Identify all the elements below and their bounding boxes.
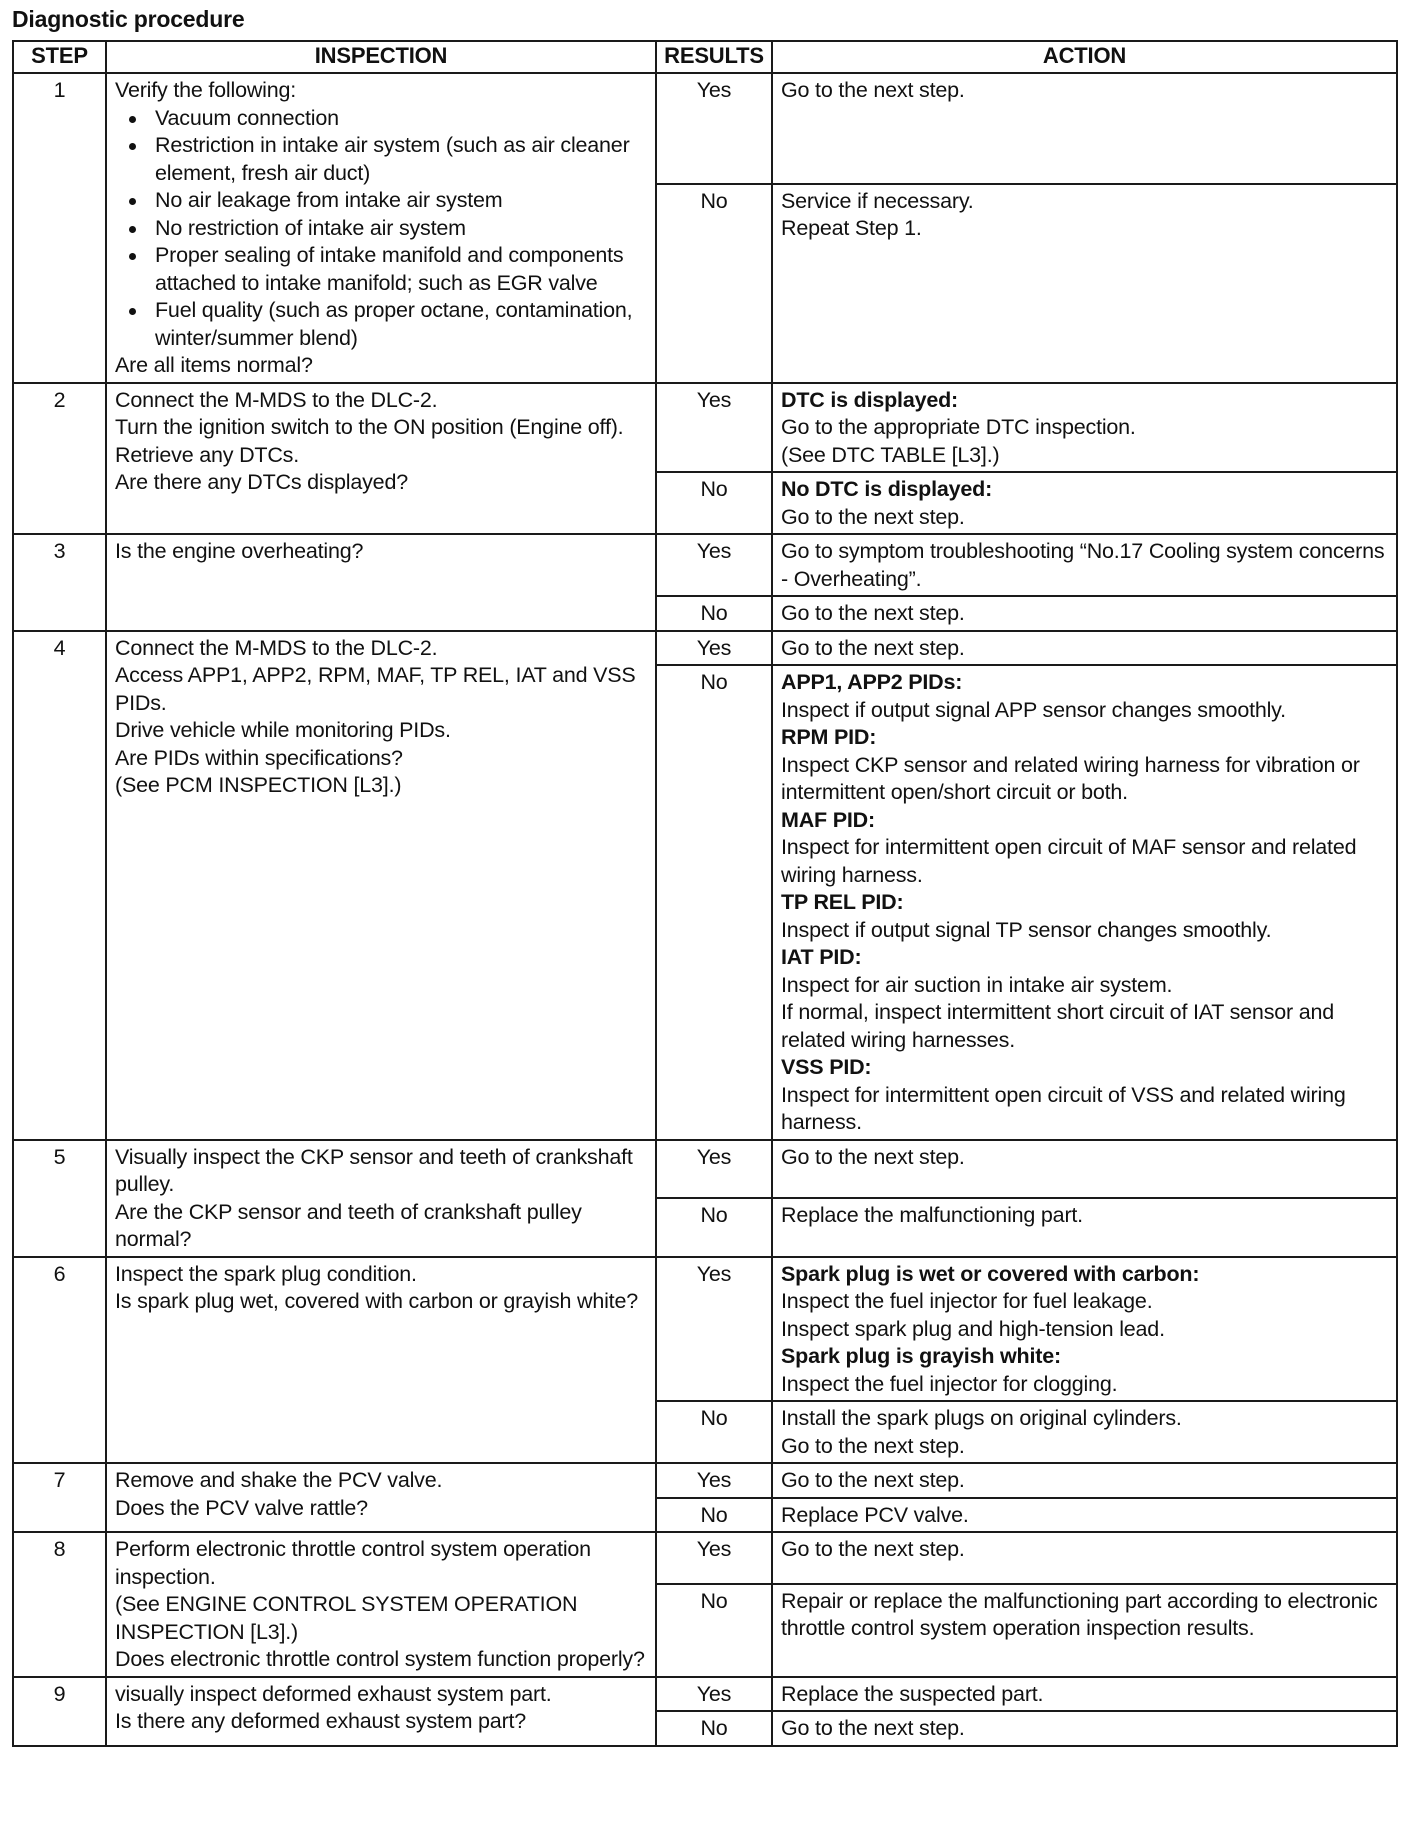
result-value: Yes (656, 1140, 772, 1199)
action-line: Inspect the fuel injector for fuel leakage. (781, 1289, 1153, 1313)
result-value: No (656, 184, 772, 383)
action-line: Go to the next step. (781, 504, 965, 529)
inspection-line: Are all items normal? (115, 353, 313, 377)
result-value: Yes (656, 1257, 772, 1402)
action-line: Replace the suspected part. (781, 1681, 1044, 1706)
inspection-cell (106, 1257, 656, 1464)
table-row (13, 383, 1397, 473)
inspection-line: (See PCM INSPECTION [L3].) (115, 773, 402, 797)
inspection-cell (106, 383, 656, 535)
result-value: No (656, 1401, 772, 1463)
action-cell (772, 1198, 1397, 1257)
inspection-line: Turn the ignition switch to the ON position (Engine off). (115, 415, 624, 439)
action-line: Go to the next step. (781, 1433, 965, 1458)
action-heading: APP1, APP2 PIDs: (781, 670, 963, 694)
action-cell (772, 73, 1397, 184)
inspection-line: Connect the M-MDS to the DLC-2. (115, 387, 438, 412)
inspection-line: Is the engine overheating? (115, 539, 364, 563)
action-line: Inspect if output signal TP sensor changes smoothly. (781, 917, 1272, 942)
action-line: Replace the malfunctioning part. (781, 1203, 1083, 1227)
result-value: No (656, 1198, 772, 1257)
result-value: Yes (656, 631, 772, 666)
result-value: No (656, 1498, 772, 1533)
action-cell (772, 1498, 1397, 1533)
header-inspection: INSPECTION (106, 41, 656, 73)
table-row (13, 1257, 1397, 1402)
inspection-line: Does the PCV valve rattle? (115, 1495, 368, 1520)
result-value: No (656, 1711, 772, 1746)
inspection-line: Access APP1, APP2, RPM, MAF, TP REL, IAT and VSS PIDs. (115, 663, 636, 715)
inspection-cell (106, 1140, 656, 1257)
action-line: Go to the next step. (781, 1144, 965, 1169)
header-action: ACTION (772, 41, 1397, 73)
result-value: No (656, 1584, 772, 1677)
action-line: Go to the next step. (781, 1468, 965, 1492)
inspection-line: Retrieve any DTCs. (115, 442, 299, 467)
step-number: 4 (13, 631, 106, 1140)
inspection-cell (106, 631, 656, 1140)
action-line: Go to the next step. (781, 1537, 965, 1561)
action-line: Go to the next step. (781, 601, 965, 625)
result-value: No (656, 665, 772, 1140)
action-cell (772, 1584, 1397, 1677)
action-line: Go to the next step. (781, 635, 965, 660)
action-line: Install the spark plugs on original cylinders. (781, 1406, 1182, 1430)
action-cell (772, 665, 1397, 1140)
result-value: No (656, 472, 772, 534)
action-heading: MAF PID: (781, 807, 875, 832)
table-row (13, 73, 1397, 184)
action-line: Go to the appropriate DTC inspection. (781, 415, 1136, 439)
table-header-row (13, 41, 1397, 73)
inspection-cell (106, 73, 656, 383)
result-value: Yes (656, 73, 772, 184)
action-cell (772, 1257, 1397, 1402)
header-results: RESULTS (656, 41, 772, 73)
action-line: Inspect spark plug and high-tension lead. (781, 1316, 1165, 1341)
page-title: Diagnostic procedure (12, 6, 245, 32)
action-line: Inspect for air suction in intake air system. (781, 972, 1173, 997)
inspection-line: Is spark plug wet, covered with carbon or grayish white? (115, 1289, 638, 1313)
result-value: Yes (656, 383, 772, 473)
action-heading: VSS PID: (781, 1055, 872, 1079)
inspection-cell (106, 1677, 656, 1746)
action-cell (772, 184, 1397, 383)
action-heading: Spark plug is wet or covered with carbon: (781, 1261, 1200, 1286)
action-line: Inspect CKP sensor and related wiring harness for vibration or intermittent open/short circuit or both. (781, 752, 1360, 804)
table-row (13, 1677, 1397, 1712)
inspection-line: Perform electronic throttle control system operation inspection. (115, 1537, 591, 1589)
inspection-line: Remove and shake the PCV valve. (115, 1468, 443, 1492)
inspection-bullet-item: Restriction in intake air system (such as air cleaner element, fresh air duct) (115, 132, 649, 187)
inspection-line: Visually inspect the CKP sensor and teeth of crankshaft pulley. (115, 1144, 633, 1196)
inspection-cell (106, 534, 656, 631)
step-number: 8 (13, 1532, 106, 1677)
action-line: Inspect the fuel injector for clogging. (781, 1371, 1118, 1396)
action-line: Service if necessary. (781, 188, 974, 213)
step-number: 2 (13, 383, 106, 535)
table-row (13, 534, 1397, 596)
action-line: Repair or replace the malfunctioning part according to electronic throttle control system operation inspection results. (781, 1588, 1378, 1641)
action-heading: RPM PID: (781, 725, 877, 749)
result-value: Yes (656, 1463, 772, 1498)
inspection-line: Connect the M-MDS to the DLC-2. (115, 635, 438, 660)
inspection-cell (106, 1463, 656, 1532)
action-line: Go to the next step. (781, 1716, 965, 1740)
result-value: Yes (656, 534, 772, 596)
inspection-line: Are the CKP sensor and teeth of crankshaft pulley normal? (115, 1199, 582, 1251)
table-body (13, 73, 1397, 1746)
inspection-line: visually inspect deformed exhaust system part. (115, 1681, 552, 1706)
inspection-line: Verify the following: (115, 78, 297, 102)
inspection-line: Are there any DTCs displayed? (115, 470, 408, 494)
step-number: 1 (13, 73, 106, 383)
action-cell (772, 1677, 1397, 1712)
inspection-bullet-item: Vacuum connection (115, 105, 649, 133)
action-line: Go to the next step. (781, 78, 965, 102)
table-row (13, 631, 1397, 666)
action-line: Go to symptom troubleshooting “No.17 Cooling system concerns - Overheating”. (781, 539, 1385, 591)
inspection-bullet-item: No air leakage from intake air system (115, 187, 649, 215)
header-step: STEP (13, 41, 106, 73)
table-row (13, 1532, 1397, 1584)
action-cell (772, 596, 1397, 631)
action-cell (772, 1711, 1397, 1746)
action-heading: DTC is displayed: (781, 387, 958, 412)
action-cell (772, 472, 1397, 534)
inspection-line: Are PIDs within specifications? (115, 745, 403, 770)
inspection-bullet-item: Proper sealing of intake manifold and components attached to intake manifold; such as EGR valve (115, 242, 649, 297)
inspection-line: Inspect the spark plug condition. (115, 1261, 417, 1286)
inspection-cell (106, 1532, 656, 1677)
diagnostic-procedure-table (12, 40, 1398, 1747)
inspection-line: Drive vehicle while monitoring PIDs. (115, 718, 451, 742)
step-number: 3 (13, 534, 106, 631)
step-number: 7 (13, 1463, 106, 1532)
step-number: 5 (13, 1140, 106, 1257)
action-line: Inspect if output signal APP sensor changes smoothly. (781, 697, 1286, 722)
inspection-bullet-item: No restriction of intake air system (115, 215, 649, 243)
action-line: (See DTC TABLE [L3].) (781, 442, 1000, 467)
action-cell (772, 1532, 1397, 1584)
action-cell (772, 1463, 1397, 1498)
table-row (13, 1463, 1397, 1498)
action-line: Replace PCV valve. (781, 1502, 969, 1527)
result-value: No (656, 596, 772, 631)
step-number: 9 (13, 1677, 106, 1746)
action-line: Repeat Step 1. (781, 216, 922, 241)
action-cell (772, 1140, 1397, 1199)
action-cell (772, 534, 1397, 596)
result-value: Yes (656, 1532, 772, 1584)
step-number: 6 (13, 1257, 106, 1464)
inspection-line: (See ENGINE CONTROL SYSTEM OPERATION INSPECTION [L3].) (115, 1592, 578, 1644)
inspection-line: Does electronic throttle control system function properly? (115, 1647, 645, 1671)
action-heading: TP REL PID: (781, 890, 904, 914)
inspection-line: Is there any deformed exhaust system part? (115, 1709, 527, 1733)
action-line: If normal, inspect intermittent short circuit of IAT sensor and related wiring harnesses. (781, 1000, 1335, 1052)
action-cell (772, 1401, 1397, 1463)
action-line: Inspect for intermittent open circuit of MAF sensor and related wiring harness. (781, 835, 1357, 887)
inspection-bullet-item: Fuel quality (such as proper octane, contamination, winter/summer blend) (115, 297, 649, 352)
action-line: Inspect for intermittent open circuit of VSS and related wiring harness. (781, 1082, 1346, 1134)
action-heading: No DTC is displayed: (781, 477, 993, 501)
result-value: Yes (656, 1677, 772, 1712)
action-heading: Spark plug is grayish white: (781, 1344, 1061, 1368)
action-cell (772, 383, 1397, 473)
action-cell (772, 631, 1397, 666)
table-row (13, 1140, 1397, 1199)
action-heading: IAT PID: (781, 945, 862, 969)
